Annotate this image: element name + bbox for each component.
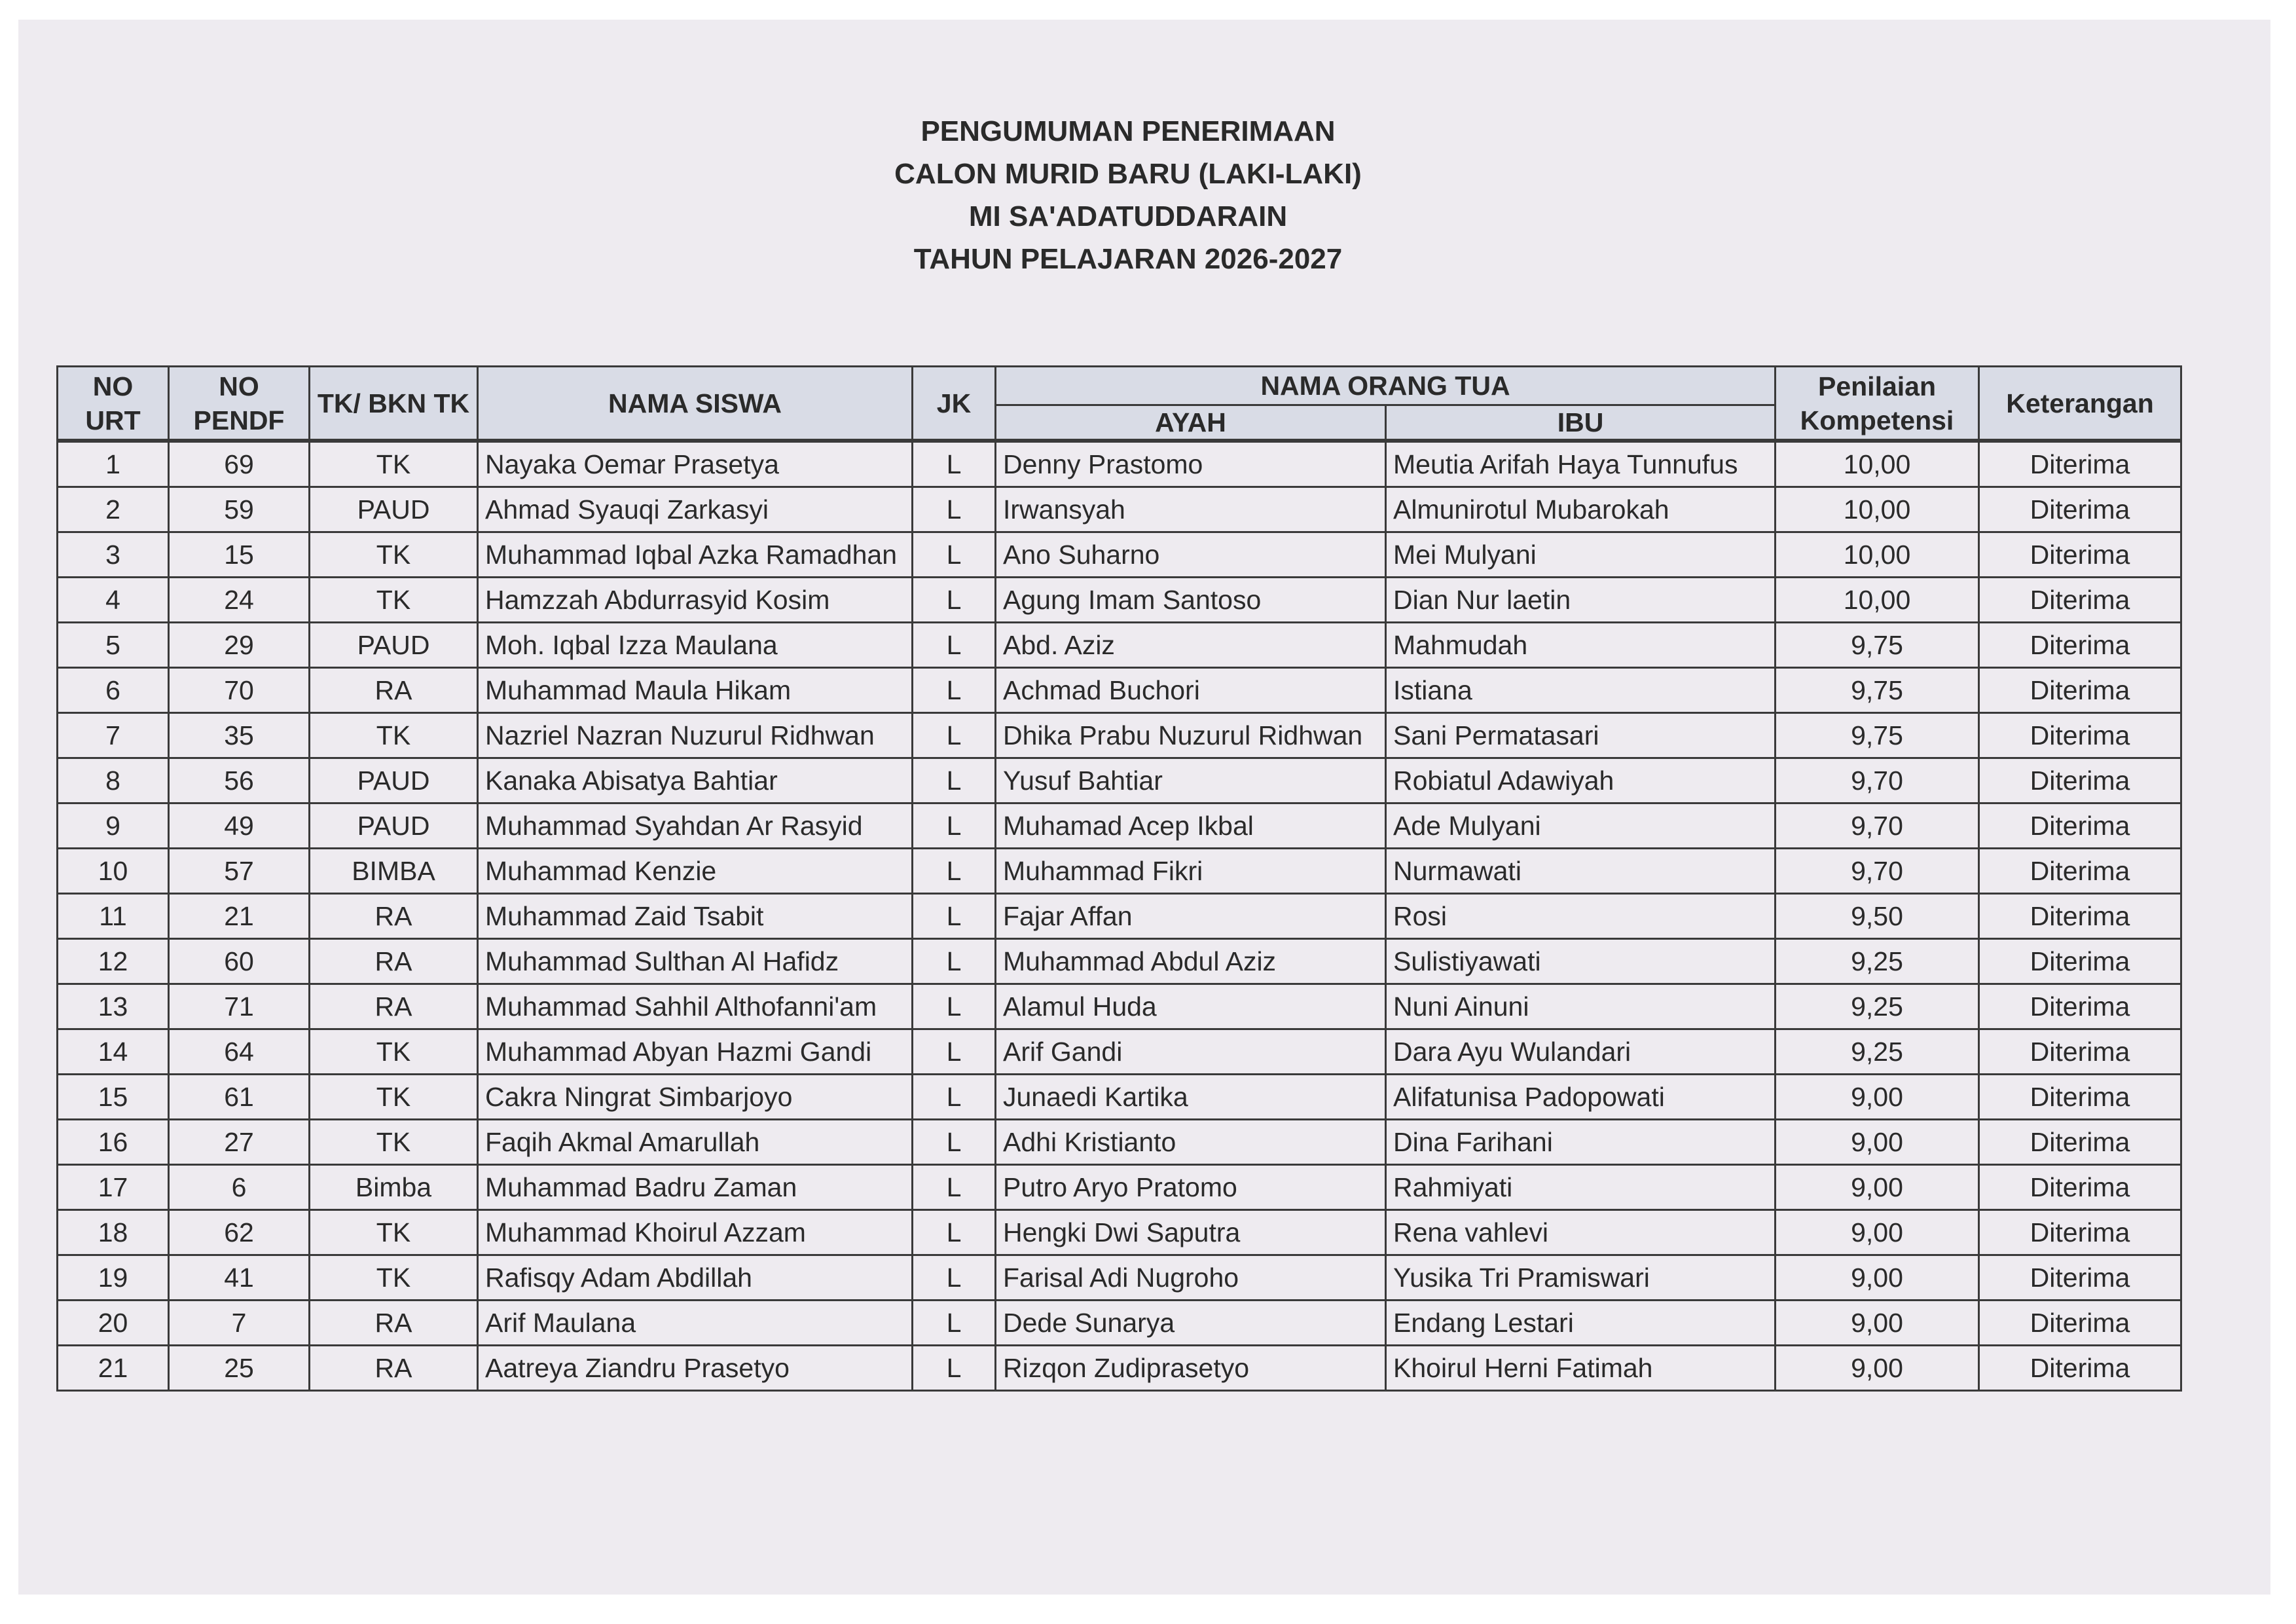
table-row xyxy=(58,713,2181,758)
table-body xyxy=(58,441,2181,1391)
table-header xyxy=(58,367,2181,441)
table-row xyxy=(58,1075,2181,1120)
cell-tk: BIMBA xyxy=(310,849,478,894)
cell-ayah: Junaedi Kartika xyxy=(996,1075,1386,1120)
cell-no-urt: 11 xyxy=(58,894,169,939)
cell-keterangan: Diterima xyxy=(1979,803,2181,849)
cell-ayah: Alamul Huda xyxy=(996,984,1386,1029)
title-line-1: PENGUMUMAN PENERIMAAN xyxy=(920,115,1336,147)
cell-jk: L xyxy=(913,1075,996,1120)
cell-no-urt: 14 xyxy=(58,1029,169,1075)
cell-jk: L xyxy=(913,1346,996,1391)
cell-penilaian: 9,75 xyxy=(1776,713,1979,758)
header-nama-orang-tua: NAMA ORANG TUA xyxy=(996,367,1776,405)
cell-penilaian: 10,00 xyxy=(1776,487,1979,532)
cell-ayah: Denny Prastomo xyxy=(996,441,1386,487)
cell-penilaian: 9,25 xyxy=(1776,1029,1979,1075)
cell-jk: L xyxy=(913,1301,996,1346)
cell-no-pendf: 60 xyxy=(169,939,310,984)
cell-ibu: Dara Ayu Wulandari xyxy=(1386,1029,1776,1075)
table-row xyxy=(58,1120,2181,1165)
cell-no-urt: 13 xyxy=(58,984,169,1029)
cell-tk: RA xyxy=(310,894,478,939)
cell-keterangan: Diterima xyxy=(1979,1120,2181,1165)
cell-jk: L xyxy=(913,713,996,758)
table-row xyxy=(58,487,2181,532)
cell-nama-siswa: Faqih Akmal Amarullah xyxy=(478,1120,913,1165)
cell-jk: L xyxy=(913,578,996,623)
cell-jk: L xyxy=(913,939,996,984)
cell-no-pendf: 41 xyxy=(169,1255,310,1301)
cell-no-pendf: 64 xyxy=(169,1029,310,1075)
cell-no-urt: 8 xyxy=(58,758,169,803)
cell-jk: L xyxy=(913,1029,996,1075)
table-row xyxy=(58,1165,2181,1210)
cell-nama-siswa: Arif Maulana xyxy=(478,1301,913,1346)
cell-jk: L xyxy=(913,623,996,668)
cell-tk: TK xyxy=(310,532,478,578)
cell-jk: L xyxy=(913,984,996,1029)
title-line-2: CALON MURID BARU (LAKI-LAKI) xyxy=(894,158,1362,190)
table-row xyxy=(58,578,2181,623)
cell-no-pendf: 61 xyxy=(169,1075,310,1120)
cell-no-pendf: 71 xyxy=(169,984,310,1029)
cell-no-urt: 12 xyxy=(58,939,169,984)
cell-penilaian: 9,00 xyxy=(1776,1210,1979,1255)
cell-ayah: Dede Sunarya xyxy=(996,1301,1386,1346)
header-no-urt: NO URT xyxy=(58,367,169,441)
cell-ayah: Achmad Buchori xyxy=(996,668,1386,713)
cell-ayah: Muhamad Acep Ikbal xyxy=(996,803,1386,849)
cell-no-urt: 18 xyxy=(58,1210,169,1255)
cell-keterangan: Diterima xyxy=(1979,1301,2181,1346)
cell-jk: L xyxy=(913,1255,996,1301)
cell-no-pendf: 21 xyxy=(169,894,310,939)
cell-no-pendf: 69 xyxy=(169,441,310,487)
cell-no-urt: 19 xyxy=(58,1255,169,1301)
cell-nama-siswa: Nazriel Nazran Nuzurul Ridhwan xyxy=(478,713,913,758)
cell-nama-siswa: Cakra Ningrat Simbarjoyo xyxy=(478,1075,913,1120)
cell-ibu: Endang Lestari xyxy=(1386,1301,1776,1346)
cell-nama-siswa: Muhammad Zaid Tsabit xyxy=(478,894,913,939)
cell-ibu: Mahmudah xyxy=(1386,623,1776,668)
cell-keterangan: Diterima xyxy=(1979,1165,2181,1210)
cell-ayah: Ano Suharno xyxy=(996,532,1386,578)
cell-no-urt: 15 xyxy=(58,1075,169,1120)
header-jk: JK xyxy=(913,367,996,441)
cell-no-urt: 2 xyxy=(58,487,169,532)
cell-tk: TK xyxy=(310,1120,478,1165)
table-row xyxy=(58,441,2181,487)
cell-penilaian: 9,75 xyxy=(1776,668,1979,713)
cell-tk: TK xyxy=(310,1075,478,1120)
cell-jk: L xyxy=(913,894,996,939)
cell-no-pendf: 70 xyxy=(169,668,310,713)
header-ayah: AYAH xyxy=(996,405,1386,441)
cell-ayah: Irwansyah xyxy=(996,487,1386,532)
cell-penilaian: 9,00 xyxy=(1776,1075,1979,1120)
cell-tk: PAUD xyxy=(310,758,478,803)
cell-ibu: Sulistiyawati xyxy=(1386,939,1776,984)
cell-penilaian: 10,00 xyxy=(1776,578,1979,623)
table-row xyxy=(58,849,2181,894)
header-penilaian: Penilaian Kompetensi xyxy=(1776,367,1979,441)
cell-keterangan: Diterima xyxy=(1979,758,2181,803)
cell-jk: L xyxy=(913,803,996,849)
cell-no-urt: 1 xyxy=(58,441,169,487)
title-line-4: TAHUN PELAJARAN 2026-2027 xyxy=(913,243,1343,275)
table-row xyxy=(58,668,2181,713)
cell-nama-siswa: Moh. Iqbal Izza Maulana xyxy=(478,623,913,668)
cell-tk: TK xyxy=(310,713,478,758)
header-keterangan: Keterangan xyxy=(1979,367,2181,441)
cell-ibu: Nurmawati xyxy=(1386,849,1776,894)
cell-no-pendf: 62 xyxy=(169,1210,310,1255)
cell-no-pendf: 15 xyxy=(169,532,310,578)
cell-no-pendf: 59 xyxy=(169,487,310,532)
cell-penilaian: 9,00 xyxy=(1776,1301,1979,1346)
cell-no-urt: 5 xyxy=(58,623,169,668)
cell-no-pendf: 24 xyxy=(169,578,310,623)
cell-ayah: Agung Imam Santoso xyxy=(996,578,1386,623)
cell-nama-siswa: Aatreya Ziandru Prasetyo xyxy=(478,1346,913,1391)
cell-tk: RA xyxy=(310,939,478,984)
cell-tk: RA xyxy=(310,1301,478,1346)
cell-ayah: Farisal Adi Nugroho xyxy=(996,1255,1386,1301)
cell-no-pendf: 7 xyxy=(169,1301,310,1346)
table-row xyxy=(58,1029,2181,1075)
cell-penilaian: 9,25 xyxy=(1776,984,1979,1029)
cell-keterangan: Diterima xyxy=(1979,984,2181,1029)
cell-keterangan: Diterima xyxy=(1979,1346,2181,1391)
cell-no-pendf: 56 xyxy=(169,758,310,803)
cell-no-urt: 20 xyxy=(58,1301,169,1346)
cell-nama-siswa: Muhammad Abyan Hazmi Gandi xyxy=(478,1029,913,1075)
table-row xyxy=(58,1255,2181,1301)
cell-tk: TK xyxy=(310,1029,478,1075)
cell-keterangan: Diterima xyxy=(1979,849,2181,894)
cell-keterangan: Diterima xyxy=(1979,441,2181,487)
cell-no-urt: 7 xyxy=(58,713,169,758)
cell-no-pendf: 29 xyxy=(169,623,310,668)
cell-jk: L xyxy=(913,1120,996,1165)
cell-penilaian: 9,00 xyxy=(1776,1255,1979,1301)
cell-ibu: Alifatunisa Padopowati xyxy=(1386,1075,1776,1120)
cell-ibu: Mei Mulyani xyxy=(1386,532,1776,578)
cell-ibu: Rosi xyxy=(1386,894,1776,939)
cell-ayah: Muhammad Abdul Aziz xyxy=(996,939,1386,984)
cell-nama-siswa: Muhammad Sahhil Althofanni'am xyxy=(478,984,913,1029)
cell-jk: L xyxy=(913,668,996,713)
cell-ayah: Hengki Dwi Saputra xyxy=(996,1210,1386,1255)
table-row xyxy=(58,532,2181,578)
cell-ayah: Fajar Affan xyxy=(996,894,1386,939)
cell-ayah: Muhammad Fikri xyxy=(996,849,1386,894)
cell-nama-siswa: Muhammad Iqbal Azka Ramadhan xyxy=(478,532,913,578)
cell-jk: L xyxy=(913,849,996,894)
cell-penilaian: 9,75 xyxy=(1776,623,1979,668)
cell-nama-siswa: Muhammad Kenzie xyxy=(478,849,913,894)
cell-nama-siswa: Kanaka Abisatya Bahtiar xyxy=(478,758,913,803)
cell-no-pendf: 25 xyxy=(169,1346,310,1391)
cell-tk: PAUD xyxy=(310,487,478,532)
cell-no-pendf: 6 xyxy=(169,1165,310,1210)
cell-tk: PAUD xyxy=(310,623,478,668)
cell-ayah: Dhika Prabu Nuzurul Ridhwan xyxy=(996,713,1386,758)
cell-nama-siswa: Muhammad Syahdan Ar Rasyid xyxy=(478,803,913,849)
cell-penilaian: 9,70 xyxy=(1776,758,1979,803)
cell-ibu: Dian Nur laetin xyxy=(1386,578,1776,623)
cell-no-pendf: 35 xyxy=(169,713,310,758)
cell-ayah: Adhi Kristianto xyxy=(996,1120,1386,1165)
cell-no-urt: 4 xyxy=(58,578,169,623)
cell-tk: TK xyxy=(310,578,478,623)
cell-no-urt: 16 xyxy=(58,1120,169,1165)
cell-penilaian: 9,00 xyxy=(1776,1165,1979,1210)
cell-ibu: Rena vahlevi xyxy=(1386,1210,1776,1255)
cell-nama-siswa: Muhammad Khoirul Azzam xyxy=(478,1210,913,1255)
cell-ibu: Almunirotul Mubarokah xyxy=(1386,487,1776,532)
cell-keterangan: Diterima xyxy=(1979,894,2181,939)
cell-jk: L xyxy=(913,1165,996,1210)
header-no-pendf: NO PENDF xyxy=(169,367,310,441)
cell-penilaian: 9,50 xyxy=(1776,894,1979,939)
cell-jk: L xyxy=(913,1210,996,1255)
cell-tk: TK xyxy=(310,441,478,487)
table-row xyxy=(58,1301,2181,1346)
cell-tk: TK xyxy=(310,1210,478,1255)
table-row xyxy=(58,1210,2181,1255)
table-row xyxy=(58,623,2181,668)
cell-tk: Bimba xyxy=(310,1165,478,1210)
cell-ibu: Meutia Arifah Haya Tunnufus xyxy=(1386,441,1776,487)
cell-penilaian: 9,25 xyxy=(1776,939,1979,984)
cell-no-pendf: 27 xyxy=(169,1120,310,1165)
cell-ibu: Nuni Ainuni xyxy=(1386,984,1776,1029)
cell-ayah: Putro Aryo Pratomo xyxy=(996,1165,1386,1210)
cell-ibu: Ade Mulyani xyxy=(1386,803,1776,849)
cell-ibu: Dina Farihani xyxy=(1386,1120,1776,1165)
cell-nama-siswa: Nayaka Oemar Prasetya xyxy=(478,441,913,487)
cell-jk: L xyxy=(913,441,996,487)
cell-penilaian: 9,70 xyxy=(1776,849,1979,894)
header-tk-bkn-tk: TK/ BKN TK xyxy=(310,367,478,441)
cell-nama-siswa: Hamzzah Abdurrasyid Kosim xyxy=(478,578,913,623)
table-row xyxy=(58,984,2181,1029)
cell-no-urt: 21 xyxy=(58,1346,169,1391)
cell-no-urt: 9 xyxy=(58,803,169,849)
cell-ibu: Robiatul Adawiyah xyxy=(1386,758,1776,803)
cell-no-urt: 3 xyxy=(58,532,169,578)
cell-keterangan: Diterima xyxy=(1979,1210,2181,1255)
cell-keterangan: Diterima xyxy=(1979,939,2181,984)
table-row xyxy=(58,803,2181,849)
table-row xyxy=(58,758,2181,803)
cell-penilaian: 9,70 xyxy=(1776,803,1979,849)
cell-nama-siswa: Rafisqy Adam Abdillah xyxy=(478,1255,913,1301)
table-row xyxy=(58,1346,2181,1391)
cell-nama-siswa: Muhammad Maula Hikam xyxy=(478,668,913,713)
cell-keterangan: Diterima xyxy=(1979,623,2181,668)
cell-no-urt: 17 xyxy=(58,1165,169,1210)
cell-tk: PAUD xyxy=(310,803,478,849)
cell-tk: RA xyxy=(310,668,478,713)
cell-no-pendf: 49 xyxy=(169,803,310,849)
cell-keterangan: Diterima xyxy=(1979,1029,2181,1075)
cell-ibu: Sani Permatasari xyxy=(1386,713,1776,758)
cell-ayah: Arif Gandi xyxy=(996,1029,1386,1075)
cell-penilaian: 9,00 xyxy=(1776,1120,1979,1165)
header-ibu: IBU xyxy=(1386,405,1776,441)
table-row xyxy=(58,939,2181,984)
cell-ibu: Khoirul Herni Fatimah xyxy=(1386,1346,1776,1391)
cell-penilaian: 10,00 xyxy=(1776,441,1979,487)
cell-keterangan: Diterima xyxy=(1979,668,2181,713)
cell-keterangan: Diterima xyxy=(1979,1075,2181,1120)
cell-keterangan: Diterima xyxy=(1979,1255,2181,1301)
cell-no-pendf: 57 xyxy=(169,849,310,894)
cell-ayah: Yusuf Bahtiar xyxy=(996,758,1386,803)
cell-keterangan: Diterima xyxy=(1979,487,2181,532)
cell-keterangan: Diterima xyxy=(1979,532,2181,578)
cell-penilaian: 10,00 xyxy=(1776,532,1979,578)
cell-ibu: Istiana xyxy=(1386,668,1776,713)
header-nama-siswa: NAMA SISWA xyxy=(478,367,913,441)
table-row xyxy=(58,894,2181,939)
cell-no-urt: 10 xyxy=(58,849,169,894)
cell-no-urt: 6 xyxy=(58,668,169,713)
cell-keterangan: Diterima xyxy=(1979,578,2181,623)
cell-ayah: Rizqon Zudiprasetyo xyxy=(996,1346,1386,1391)
cell-keterangan: Diterima xyxy=(1979,713,2181,758)
cell-penilaian: 9,00 xyxy=(1776,1346,1979,1391)
cell-nama-siswa: Muhammad Badru Zaman xyxy=(478,1165,913,1210)
cell-jk: L xyxy=(913,487,996,532)
cell-nama-siswa: Ahmad Syauqi Zarkasyi xyxy=(478,487,913,532)
cell-tk: RA xyxy=(310,984,478,1029)
cell-ibu: Rahmiyati xyxy=(1386,1165,1776,1210)
cell-tk: TK xyxy=(310,1255,478,1301)
student-roster-table xyxy=(56,365,2182,1392)
cell-nama-siswa: Muhammad Sulthan Al Hafidz xyxy=(478,939,913,984)
document-title xyxy=(18,110,2238,280)
cell-jk: L xyxy=(913,758,996,803)
cell-ayah: Abd. Aziz xyxy=(996,623,1386,668)
cell-ibu: Yusika Tri Pramiswari xyxy=(1386,1255,1776,1301)
title-line-3: MI SA'ADATUDDARAIN xyxy=(968,200,1288,232)
cell-tk: RA xyxy=(310,1346,478,1391)
cell-jk: L xyxy=(913,532,996,578)
